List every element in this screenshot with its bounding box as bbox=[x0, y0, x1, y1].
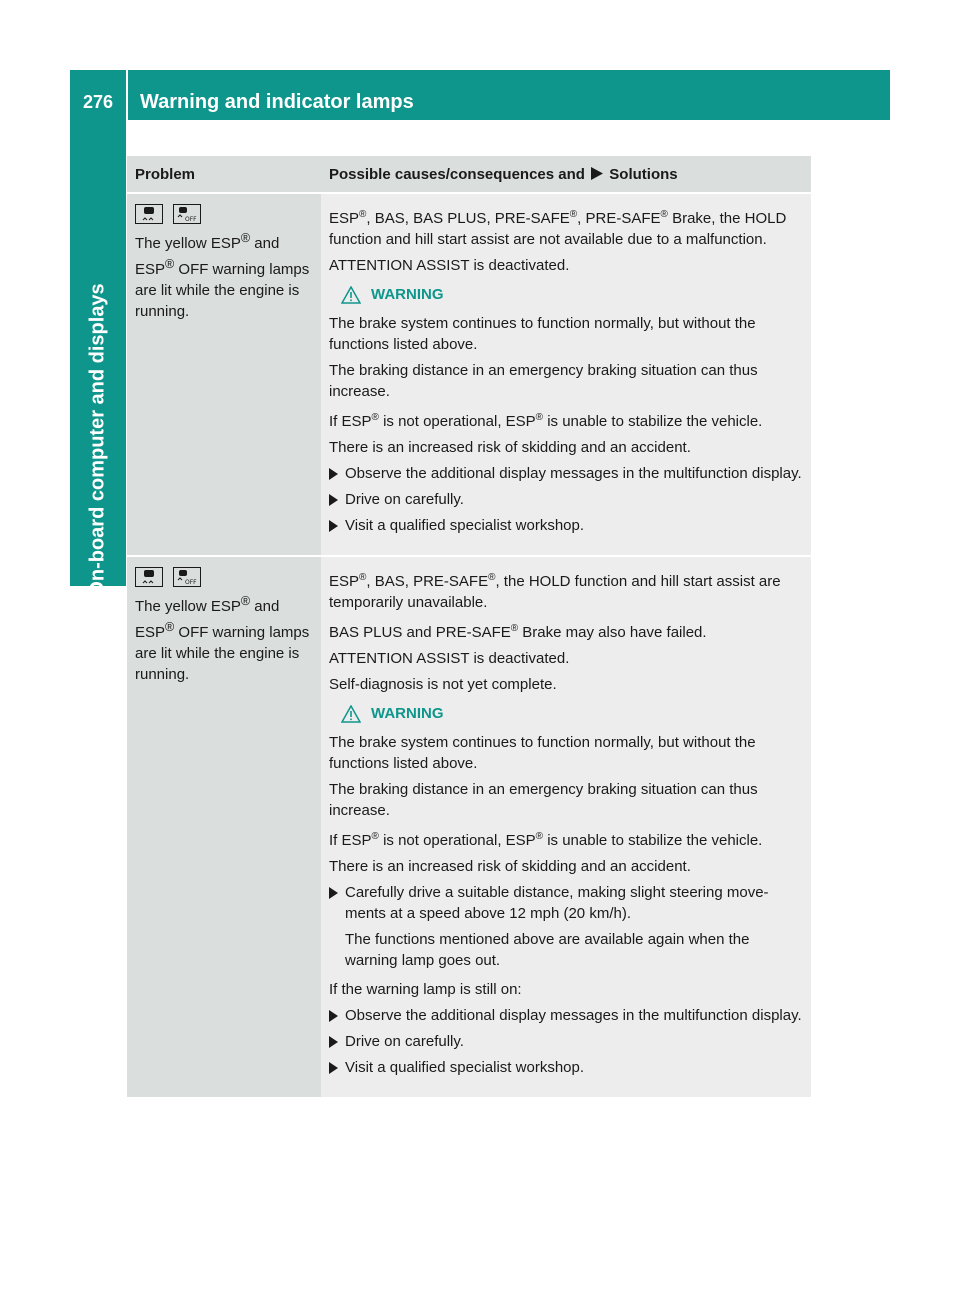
col-header-solutions-text: Possible causes/consequences and bbox=[329, 165, 585, 183]
step-item: Drive on carefully. bbox=[329, 1031, 803, 1052]
svg-text:OFF: OFF bbox=[185, 216, 197, 223]
problem-text: ESP bbox=[135, 624, 166, 641]
col-header-solutions-text-2: Solutions bbox=[609, 165, 678, 183]
cause-paragraph: Self-diagnosis is not yet complete. bbox=[329, 676, 557, 693]
problem-description bbox=[135, 228, 313, 322]
col-header-problem: Problem bbox=[127, 156, 321, 192]
page-header bbox=[70, 70, 890, 120]
problem-text: and bbox=[250, 235, 280, 252]
cause-paragraph: BAS PLUS and PRE-SAFE® Brake may also have failed. bbox=[329, 623, 707, 641]
warning-label: WARNING bbox=[371, 286, 444, 303]
warning-paragraph: The braking distance in an emergency braking situation can thus increase. bbox=[329, 362, 758, 400]
step-item: Carefully drive a suitable distance, making slight steering move-ments at a speed above 12 mph (20 km/h). bbox=[329, 882, 803, 924]
table-row bbox=[127, 557, 811, 1097]
problem-text: ESP bbox=[135, 261, 166, 278]
cause-paragraph: ESP®, BAS, BAS PLUS, PRE-SAFE®, PRE-SAFE® Brake, the HOLD function and hill start assist are not available due to a malfunction. bbox=[329, 209, 787, 248]
cause-paragraph: ATTENTION ASSIST is deactivated. bbox=[329, 257, 570, 274]
cause-paragraph: ATTENTION ASSIST is deactivated. bbox=[329, 650, 570, 667]
problem-cell bbox=[127, 194, 321, 555]
page-number: 276 bbox=[70, 70, 128, 120]
warning-label: WARNING bbox=[371, 705, 444, 722]
step-item: Observe the additional display messages in the multifunction display. bbox=[329, 1005, 803, 1026]
warning-paragraph: There is an increased risk of skidding and an accident. bbox=[329, 439, 691, 456]
esp-off-icon bbox=[173, 204, 201, 224]
play-arrow-icon bbox=[591, 167, 603, 180]
warning-heading bbox=[341, 703, 803, 724]
problem-text: OFF warning lamps are lit while the engine is running. bbox=[135, 624, 310, 683]
solution-cell bbox=[321, 557, 811, 1097]
warning-paragraph: The brake system continues to function normally, but without the functions listed above. bbox=[329, 315, 756, 353]
problem-cell bbox=[127, 557, 321, 1097]
condition-text: If the warning lamp is still on: bbox=[329, 981, 522, 998]
warning-paragraph: The braking distance in an emergency braking situation can thus increase. bbox=[329, 781, 758, 819]
page-title: Warning and indicator lamps bbox=[140, 91, 414, 113]
cause-paragraph: ESP®, BAS, PRE-SAFE®, the HOLD function and hill start assist are temporarily unavailable. bbox=[329, 572, 781, 611]
problem-text: and bbox=[250, 598, 280, 615]
problem-description bbox=[135, 591, 313, 685]
step-item: Visit a qualified specialist workshop. bbox=[329, 1057, 803, 1078]
warning-paragraph: There is an increased risk of skidding and an accident. bbox=[329, 858, 691, 875]
registered-mark: ® bbox=[240, 594, 251, 608]
step-item: Observe the additional display messages in the multifunction display. bbox=[329, 463, 803, 484]
warning-paragraph: If ESP® is not operational, ESP® is unable to stabilize the vehicle. bbox=[329, 412, 763, 430]
warning-paragraph: The brake system continues to function normally, but without the functions listed above. bbox=[329, 734, 756, 772]
warning-paragraph: If ESP® is not operational, ESP® is unable to stabilize the vehicle. bbox=[329, 831, 763, 849]
step-item: Drive on carefully. bbox=[329, 489, 803, 510]
esp-off-icon bbox=[173, 567, 201, 587]
warning-triangle-icon bbox=[341, 286, 361, 304]
problem-text: The yellow ESP bbox=[135, 598, 241, 615]
problem-text: The yellow ESP bbox=[135, 235, 241, 252]
problem-text: OFF warning lamps are lit while the engine is running. bbox=[135, 261, 310, 320]
section-tab-label: On-board computer and displays bbox=[86, 283, 109, 597]
solution-cell bbox=[321, 194, 811, 555]
col-header-solutions bbox=[321, 156, 811, 192]
registered-mark: ® bbox=[165, 620, 175, 634]
registered-mark: ® bbox=[240, 231, 251, 245]
table-row bbox=[127, 194, 811, 555]
step-sub-note: The functions mentioned above are available again when the warning lamp goes out. bbox=[345, 931, 750, 969]
warning-heading bbox=[341, 284, 803, 305]
esp-car-icon bbox=[135, 204, 163, 224]
esp-car-icon bbox=[135, 567, 163, 587]
registered-mark: ® bbox=[165, 257, 175, 271]
warning-lamp-table bbox=[127, 154, 811, 1099]
svg-text:OFF: OFF bbox=[185, 579, 197, 586]
table-header-row bbox=[127, 156, 811, 192]
warning-triangle-icon bbox=[341, 705, 361, 723]
step-item: Visit a qualified specialist workshop. bbox=[329, 515, 803, 536]
section-tab bbox=[70, 120, 126, 597]
